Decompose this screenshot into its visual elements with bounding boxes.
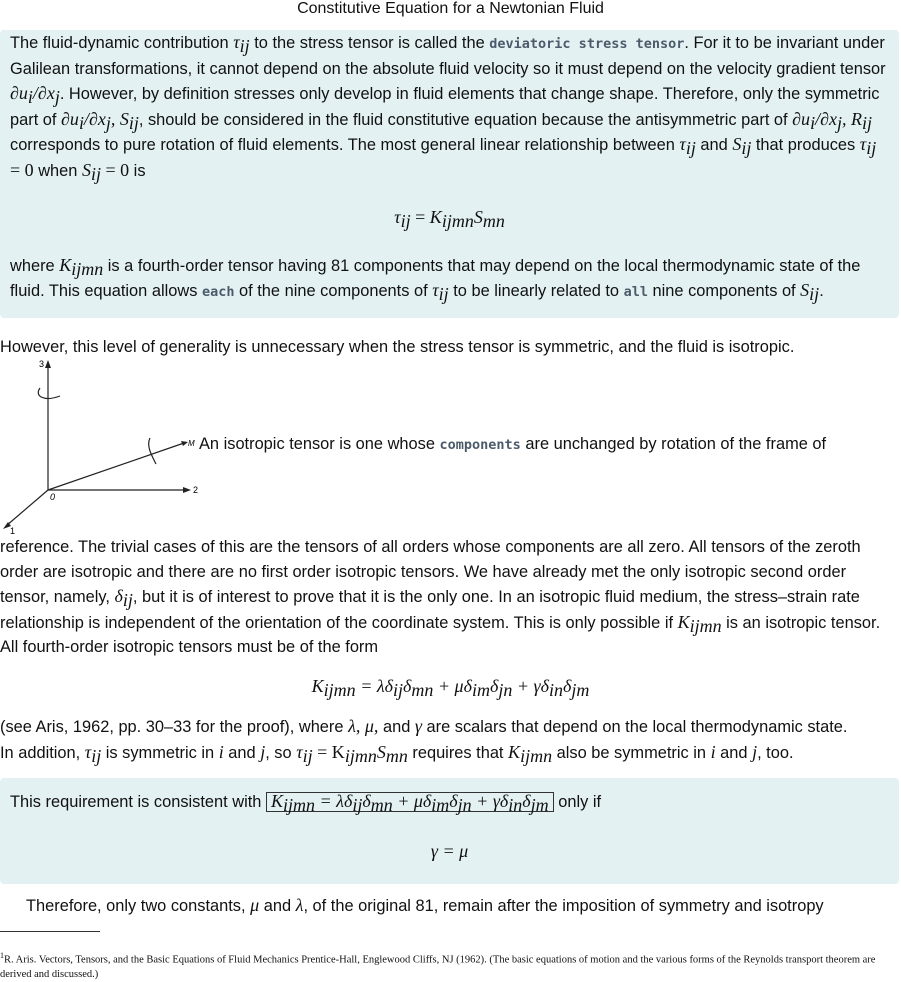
label-0: 0 [50,492,56,502]
footnote: $^1$R. Aris. Vectors, Tensors, and the Basic Equations of Fluid Mechanics Prentice-Hall, Englewood Cliffs, NJ (1962). (The basic equations of motion and the various forms of the Reynolds transport theorem are derived and discussed.) [0,951,876,980]
axis-m [48,443,184,490]
however-paragraph: However, this level of generality is unnecessary when the stress tensor is symmetric, and the fluid is isotropic. [0,338,795,356]
label-m: M [188,439,195,448]
requirement-text: This requirement is consistent with $K_{ijmn} = \lambda\delta_{ij}\delta_{mn} + \mu\delta_{im}\delta_{jn} + \gamma\delta_{in}\delta_{jm}$ only if [10,791,602,815]
isotropic-paragraph: reference. The trivial cases of this are the tensors of all orders whose components are all zero. All tensors of the zeroth order are isotropic and there are no first order isotropic tensors. We have already met the only isotropic second order tensor, namely, $\delta_{ij}$, but it is of interest to prove that it is the only one. In an isotropic fluid medium, the stress–strain rate relationship is independent of the orientation of the coordinate system. This is only possible if $K_{ijmn}$ is an isotropic tensor. All fourth-order isotropic tensors must be of the form [0,538,881,656]
code-deviatoric-stress-tensor: deviatoric stress tensor [489,36,685,52]
label-1: 1 [10,526,16,534]
rotation-arrow-m [149,438,156,464]
equation-gamma-mu: γ = μ [430,840,469,861]
label-2: 2 [193,485,199,495]
code-components: components [439,437,521,453]
rotation-arrow-3 [38,388,60,398]
code-each: each [201,284,235,300]
axis-m-arrowhead [181,441,188,446]
aris-paragraph: (see Aris, 1962, pp. 30–33 for the proof), where λ, μ, and γ are scalars that depend on the local thermodynamic state. In addition, $\tau_{ij}$ is symmetric in i and j, so $\tau_{ij} = K_{ijmn}S_{mn}$ requires that $K_{ijmn}$ also be symmetric in i and j, too. [0,716,848,766]
conclusion-line: Therefore, only two constants, μ and λ, of the original 81, remain after the imposition of symmetry and isotropy [26,895,824,915]
deviatoric-paragraph: The fluid-dynamic contribution $\tau_{ij}$ to the stress tensor is called the deviatoric stress tensor. For it to be invariant under Galilean transformations, it cannot depend on the absolute fluid velocity so it must depend on the velocity gradient tensor $\partial u_i/\partial x_j$. However, by definition stresses only develop in fluid elements that change shape. Therefore, only the symmetric part of $\partial u_i/\partial x_j$, $S_{ij}$, should be considered in the fluid constitutive equation because the antisymmetric part of $\partial u_i/\partial x_j$, $R_{ij}$ corresponds to pure rotation of fluid elements. The most general linear relationship between $\tau_{ij}$ and $S_{ij}$ that produces $\tau_{ij} = 0$ when $S_{ij} = 0$ is [10,32,886,184]
fourth-order-paragraph: where $K_{ijmn}$ is a fourth-order tensor having 81 components that may depend on the local thermodynamic state of the fluid. This equation allows each of the nine components of $\tau_{ij}$ to be linearly related to all nine components of $S_{ij}$. [10,254,861,304]
axis-1 [6,490,48,526]
boxed-equation: $K_{ijmn} = \lambda\delta_{ij}\delta_{mn} + \mu\delta_{im}\delta_{jn} + \gamma\delta_{in}\delta_{jm}$ [266,792,554,812]
requirement-box [0,778,899,884]
footnote-rule [0,931,100,932]
coordinate-axes-figure [0,356,200,534]
isotropic-definition-line: An isotropic tensor is one whose components are unchanged by rotation of the frame of [199,435,827,453]
axis-3-arrowhead [45,360,51,368]
equation-isotropic-form: $K_{ijmn} = \lambda\delta_{ij}\delta_{mn} + \mu\delta_{im}\delta_{jn} + \gamma\delta_{in}\delta_{jm}$ [311,676,590,700]
label-3: 3 [39,359,45,369]
page-title: Constitutive Equation for a Newtonian Fluid [297,0,604,17]
code-all: all [623,284,648,300]
deviatoric-stress-box [0,30,899,318]
equation-tau-k-s: $\tau_{ij} = K_{ijmn}S_{mn}$ [394,207,505,231]
axis-2-arrowhead [183,487,191,493]
